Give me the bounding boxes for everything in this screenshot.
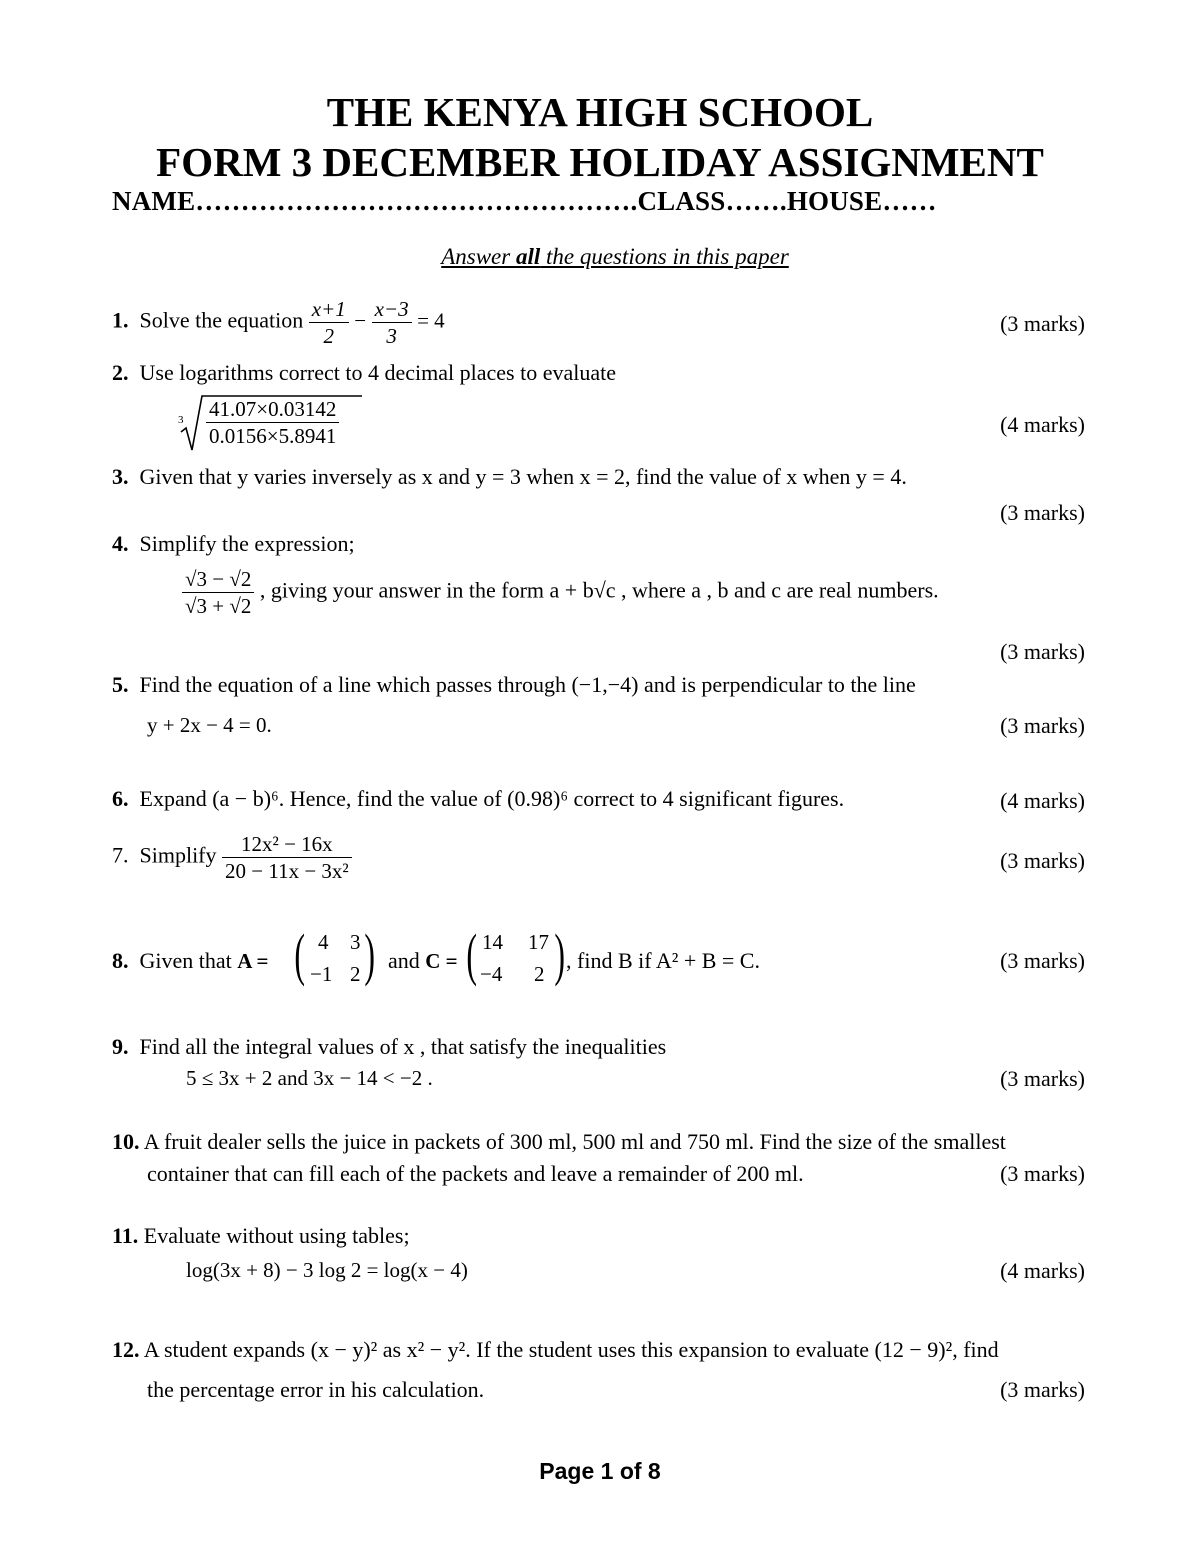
matrix-a-label: A = [237,949,269,973]
right-paren-icon: ) [364,922,375,987]
marks: (3 marks) [1000,848,1085,873]
marks: (3 marks) [1000,1066,1085,1091]
page-number: Page 1 of 8 [539,1458,661,1484]
matrix-connector [388,948,458,974]
question-6 [112,786,844,812]
question-number: 3. [112,464,129,489]
question-number: 10. [112,1129,140,1154]
question-number: 1. [112,307,129,333]
question-2 [112,360,616,386]
marks: (4 marks) [1000,788,1085,813]
matrix-cell: 4 [318,930,329,954]
instruction [0,244,1200,270]
question-number: 5. [112,672,129,697]
question-number: 9. [112,1034,129,1059]
matrix-c-label: C = [425,949,458,973]
question-1 [112,296,445,349]
question-8-number-and-intro [112,948,269,974]
marks: (4 marks) [1000,1258,1085,1283]
fraction: $\frac{x-3}{3}$ [372,296,412,349]
marks: (3 marks) [1000,1377,1085,1402]
root-index: 3 [178,414,184,426]
question-5 [112,672,916,698]
marks: (3 marks) [1000,311,1085,336]
expression-line [182,566,939,619]
question-number: 12. [112,1337,140,1362]
question-line-2: y + 2x − 4 = 0. [147,713,272,737]
matrix-c [466,922,568,990]
question-number: 2. [112,360,129,385]
question-10 [112,1129,1006,1155]
question-7 [112,831,352,884]
question-number: 7. [112,842,129,868]
question-11 [112,1223,410,1249]
question-text: Use logarithms correct to 4 decimal places to evaluate [139,360,616,385]
question-8-tail: , find B if A² + B = C. [566,948,760,973]
matrix-cell: 17 [528,930,549,954]
name-class-house-line: NAME………………………………………….CLASS…….HOUSE…… [112,186,937,216]
instruction-pre: Answer [441,244,516,269]
assignment-title: FORM 3 DECEMBER HOLIDAY ASSIGNMENT [156,139,1044,185]
question-line-2: container that can fill each of the packets and leave a remainder of 200 ml. [147,1161,804,1186]
question-12 [112,1337,999,1363]
question-text: Evaluate without using tables; [143,1223,410,1248]
matrix-cell: 2 [350,962,361,986]
left-paren-icon: ( [294,922,305,987]
matrix-cell: 2 [534,962,545,986]
marks: (3 marks) [1000,713,1085,738]
fraction: $\frac{√3 - √2}{√3 + √2}$ [182,566,254,619]
question-text: A student expands (x − y)² as x² − y². If the student uses this expansion to evaluate (12 − 9)², find [143,1337,999,1362]
matrix-cell: 14 [482,930,503,954]
question-number: 4. [112,531,129,556]
question-number: 6. [112,786,129,811]
question-9 [112,1034,666,1060]
question-text: Given that y varies inversely as x and y = 3 when x = 2, find the value of x when y = 4. [139,464,907,489]
question-text: Given that [139,948,232,973]
minus-sign: − [354,308,367,333]
question-text: Simplify [139,842,217,868]
instruction-post: the questions in this paper [540,244,789,269]
left-paren-icon: ( [466,922,477,987]
instruction-emph: all [515,244,541,269]
school-title: THE KENYA HIGH SCHOOL [326,89,874,135]
question-text: Simplify the expression; [139,531,355,556]
question-line-2: the percentage error in his calculation. [147,1377,485,1402]
question-text: A fruit dealer sells the juice in packets of 300 ml, 500 ml and 750 ml. Find the size of the smallest [143,1129,1006,1154]
marks: (3 marks) [1000,500,1085,525]
right-paren-icon: ) [554,922,565,987]
equation-rhs: = 4 [417,308,445,333]
expression-rest: , giving your answer in the form a + b√c , where a , b and c are real numbers. [259,577,939,603]
question-line-2: log(3x + 8) − 3 log 2 = log(x − 4) [186,1258,468,1282]
fraction: $\frac{x+1}{2}$ [309,296,349,349]
marks: (4 marks) [1000,412,1085,437]
connector-text: and [388,948,420,973]
question-text: Find all the integral values of x , that satisfy the inequalities [139,1034,667,1059]
question-line-2: 5 ≤ 3x + 2 and 3x − 14 < −2 . [186,1066,433,1090]
question-3 [112,464,907,490]
marks: (3 marks) [1000,1161,1085,1186]
fraction: $\frac{41.07\times 0.03142}{0.0156\times 5.8941}$ [206,396,339,449]
question-4 [112,531,355,557]
matrix-a [294,922,378,990]
matrix-cell: −4 [480,962,503,986]
fraction: $\frac{\text{12x² − 16x}}{\text{20 − 11x − 3x²}}$ [222,831,352,884]
question-text: Expand (a − b)⁶. Hence, find the value of (0.98)⁶ correct to 4 significant figures. [139,786,845,811]
question-text: Find the equation of a line which passes through (−1,−4) and is perpendicular to the line [139,672,916,697]
matrix-cell: 3 [350,930,361,954]
question-number: 8. [112,948,129,973]
matrix-cell: −1 [310,962,333,986]
marks: (3 marks) [1000,639,1085,664]
question-text: Solve the equation [139,307,304,333]
marks: (3 marks) [1000,948,1085,973]
question-number: 11. [112,1223,139,1248]
